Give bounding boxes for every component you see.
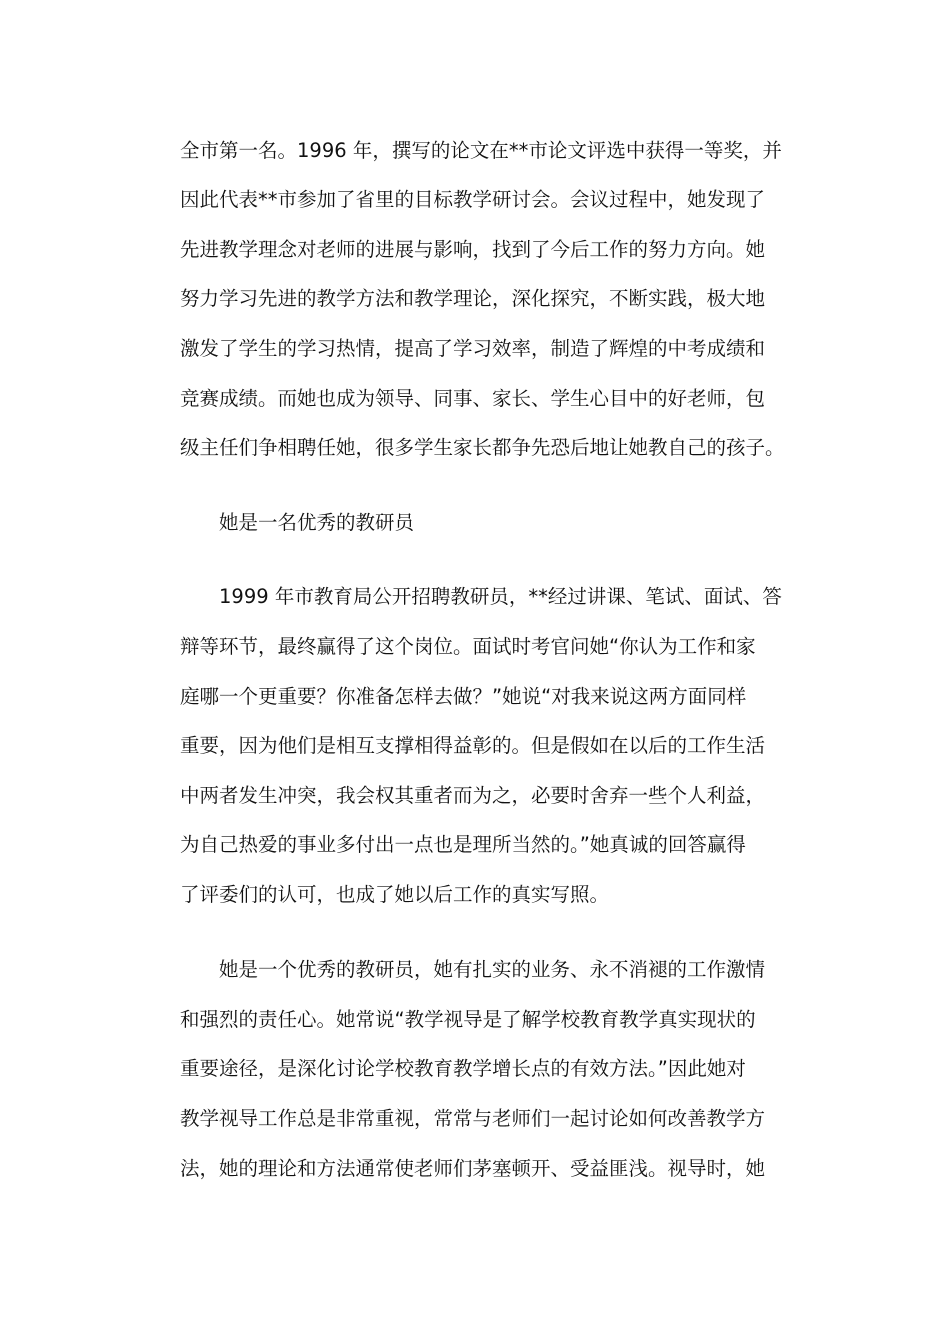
text-line: 和强烈的责任心。她常说“教学视导是了解学校教育教学真实现状的: [180, 1008, 756, 1031]
text-line: 为自己热爱的事业多付出一点也是理所当然的。”她真诚的回答赢得: [180, 833, 746, 856]
text-line: 激发了学生的学习热情，提高了学习效率，制造了辉煌的中考成绩和: [180, 337, 766, 360]
text-line: 重要，因为他们是相互支撑相得益彰的。但是假如在以后的工作生活: [180, 734, 766, 757]
text-line: 庭哪一个更重要？你准备怎样去做？”她说“对我来说这两方面同样: [180, 685, 747, 708]
text-line: 级主任们争相聘任她，很多学生家长都争先恐后地让她教自己的孩子。: [180, 436, 785, 459]
text-line: 努力学习先进的教学方法和教学理论，深化探究，不断实践，极大地: [180, 287, 766, 310]
text-line: 竞赛成绩。而她也成为领导、同事、家长、学生心目中的好老师，包: [180, 387, 766, 410]
text-line: 法，她的理论和方法通常使老师们茅塞顿开、受益匪浅。视导时，她: [180, 1157, 766, 1180]
text-line: 了评委们的认可，也成了她以后工作的真实写照。: [180, 883, 610, 906]
text-line: 辩等环节，最终赢得了这个岗位。面试时考官问她“你认为工作和家: [180, 635, 756, 658]
text-line: 因此代表**市参加了省里的目标教学研讨会。会议过程中，她发现了: [180, 188, 766, 211]
text-line: 先进教学理念对老师的进展与影响，找到了今后工作的努力方向。她: [180, 238, 766, 261]
text-line: 全市第一名。1996 年，撰写的论文在**市论文评选中获得一等奖，并: [180, 139, 782, 162]
text-line: 她是一个优秀的教研员，她有扎实的业务、永不消褪的工作激情: [219, 958, 766, 981]
text-line: 中两者发生冲突，我会权其重者而为之，必要时舍弃一些个人利益，: [180, 784, 766, 807]
text-line: 教学视导工作总是非常重视，常常与老师们一起讨论如何改善教学方: [180, 1107, 766, 1130]
text-line: 1999 年市教育局公开招聘教研员，**经过讲课、笔试、面试、答: [219, 585, 782, 608]
heading-text: 她是一名优秀的教研员: [219, 511, 415, 534]
text-line: 重要途径，是深化讨论学校教育教学增长点的有效方法。”因此她对: [180, 1057, 746, 1080]
